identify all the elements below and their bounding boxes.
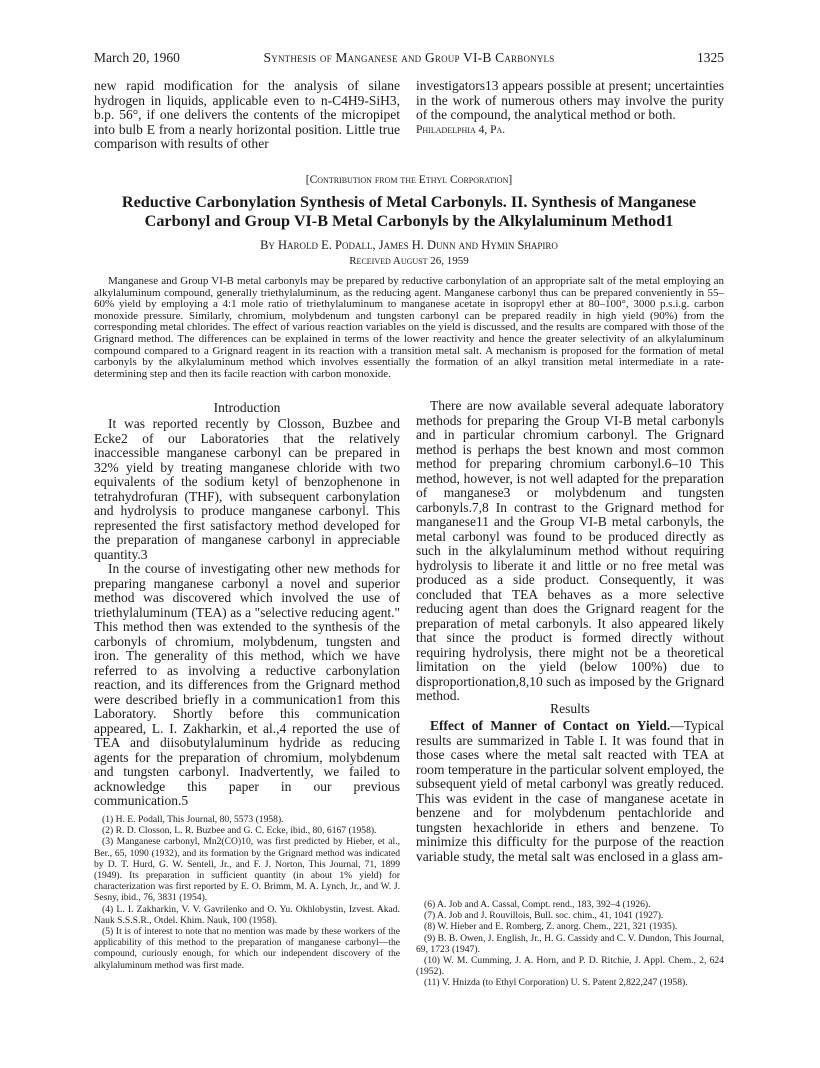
footnote: (7) A. Job and J. Rouvillois, Bull. soc. chim., 41, 1041 (1927). [424, 910, 664, 922]
footnote: (5) It is of interest to note that no mention was made by these workers of the applicability of this method to the preparation of manganese carbonyl—the compound, curiously enough, for which our independent discovery of the alkylaluminum method was first made. [94, 926, 400, 971]
prev-article-left-column: new rapid modification for the analysis of silane hydrogen in liquids, applicable even to n-C4H9-SiH3, b.p. 56°, if one delivers the contents of the micropipet into bulb E from a nearly horizontal position. Little true comparison with results of other [94, 78, 400, 151]
results-column [416, 719, 724, 864]
footnote: (8) W. Hieber and E. Romberg, Z. anorg. Chem., 221, 321 (1935). [424, 921, 678, 933]
prev-article-location: Philadelphia 4, Pa. [416, 123, 506, 136]
footnote: (6) A. Job and A. Cassal, Compt. rend., 183, 392–4 (1926). [424, 899, 651, 910]
article-title: Reductive Carbonylation Synthesis of Metal Carbonyls. II. Synthesis of Manganese Carbonyl and Group VI-B Metal Carbonyls by the Alkylaluminum Method1 [121, 193, 697, 230]
received-date: Received August 26, 1959 [349, 255, 469, 267]
article-authors: By Harold E. Podall, James H. Dunn and Hymin Shapiro [260, 238, 558, 252]
footnotes-right [416, 899, 724, 989]
footnote: (10) W. M. Cumming, J. A. Horn, and P. D. Ritchie, J. Appl. Chem., 2, 624 (1952). [416, 955, 724, 978]
results-subheading: Effect of Manner of Contact on Yield. [430, 718, 671, 733]
results-paragraph-1 [416, 719, 724, 864]
abstract: Manganese and Group VI-B metal carbonyls may be prepared by reductive carbonylation of an appropriate salt of the metal employing an alkylaluminum compound, generally triethylaluminum, as the reducing agent. Manganese carbonyl thus can be prepared conveniently in 55–60% yield by employing a 4:1 mole ratio of triethylaluminum to manganese acetate in isopropyl ether at 80–100°, 3000 p.s.i.g. carbon monoxide pressure. Similarly, chromium, molybdenum and tungsten carbonyl can be prepared readily in high yield (90%) from the corresponding metal chlorides. The effect of various reaction variables on the yield is discussed, and the results are compared with those of the Grignard method. The differences can be explained in terms of the lower reactivity and hence the greater selectivity of an alkylaluminum compound compared to a Grignard reagent in its reaction with a transition metal salt. A mechanism is proposed for the formation of metal carbonyls by the alkylaluminum method which involves essentially the formation of an alkyl transition metal intermediate in a rate-determining step and then its facile reaction with carbon monoxide. [94, 275, 724, 380]
footnotes-left [94, 814, 400, 971]
intro-paragraph-3: There are now available several adequate laboratory methods for preparing the Group VI-B metal carbonyls and in particular chromium carbonyl. The Grignard method is perhaps the best known and most common method for preparing chromium carbonyl.6–10 This method, however, is not well adapted for the preparation of manganese3 or molybdenum and tungsten carbonyls.7,8 In contrast to the Grignard method for manganese11 and the Group VI-B metal carbonyls, the metal carbonyl was found to be produced directly as such in the alkylaluminum method without requiring hydrolysis to liberate it and little or no free metal was produced as a side product. Consequently, it was concluded that TEA behaves as a more selective reducing agent than does the Grignard reagent for the preparation of metal carbonyls. It also appeared likely that since the product is formed directly without requiring hydrolysis, there might not be a theoretical limitation on the yield (below 100%) due to disproportionation,8,10 such as imposed by the Grignard method. [416, 398, 724, 703]
prev-article-right-text: investigators13 appears possible at present; uncertainties in the work of numerous others may involve the purity of the compound, the analytical method or both. [416, 78, 724, 122]
header-page-number: 1325 [697, 50, 724, 65]
intro-paragraph-1: It was reported recently by Closson, Buzbee and Ecke2 of our Laboratories that the relatively inaccessible manganese carbonyl can be prepared in 32% yield by treating manganese chloride with two equivalents of the sodium ketyl of benzophenone in tetrahydrofuran (THF), with subsequent carbonylation and hydrolysis to produce manganese carbonyl. This represented the first satisfactory method developed for the preparation of manganese carbonyl in appreciable quantity.3 [94, 416, 400, 562]
header-running-title: Synthesis of Manganese and Group VI-B Carbonyls [263, 50, 555, 65]
footnote: (11) V. Hnizda (to Ethyl Corporation) U. S. Patent 2,822,247 (1958). [424, 977, 688, 989]
footnote: (1) H. E. Podall, This Journal, 80, 5573 (1958). [102, 814, 284, 825]
prev-article-right-column [416, 79, 724, 137]
intro-paragraph-2: In the course of investigating other new methods for preparing manganese carbonyl a novel and superior method was discovered which involved the use of triethylaluminum (TEA) as a "selective reducing agent." This method then was extended to the synthesis of the carbonyls of chromium, molybdenum, tungsten and iron. The generality of this method, which we have referred to as involving a reductive carbonylation reaction, and its differences from the Grignard method were described briefly in a communication1 from this Laboratory. Shortly before this communication appeared, L. I. Zakharkin, et al.,4 reported the use of TEA and diisobutylaluminum hydride as reducing agents for the preparation of chromium, molybdenum and tungsten carbonyl. Inadvertently, we failed to acknowledge this paper in our previous communication.5 [94, 561, 400, 808]
results-heading: Results [550, 701, 590, 716]
contribution-line: [Contribution from the Ethyl Corporation] [305, 174, 513, 186]
footnote: (4) L. I. Zakharkin, V. V. Gavrilenko and O. Yu. Okhlobystin, Izvest. Akad. Nauk S.S.S.R., Otdel. Khim. Nauk, 100 (1958). [94, 903, 400, 926]
footnote: (9) B. B. Owen, J. English, Jr., H. G. Cassidy and C. V. Dundon, This Journal, 69, 1723 (1947). [416, 932, 724, 955]
footnote: (2) R. D. Closson, L. R. Buzbee and G. C. Ecke, ibid., 80, 6167 (1958). [102, 825, 377, 837]
introduction-left-column [94, 417, 400, 809]
introduction-right-column [416, 399, 724, 704]
results-text: —Typical results are summarized in Table I. It was found that in those cases where the metal salt reacted with TEA at room temperature in the particular solvent employed, the subsequent yield of metal carbonyl was greatly reduced. This was evident in the case of manganese acetate in benzene and for molybdenum pentachloride and tungsten hexachloride in ethers and benzene. To minimize this difficulty for the purpose of the reaction variable study, the metal salt was enclosed in a glass am- [416, 718, 724, 864]
footnote: (3) Manganese carbonyl, Mn2(CO)10, was first predicted by Hieber, et al., Ber., 65, 1090 (1932), and its formation by the Grignard method was indicated by D. T. Hurd, G. W. Sentell, Jr., and F. J. Norton, This Journal, 71, 1899 (1949). Its preparation in sufficient quantity (in about 1% yield) for characterization was first reported by E. O. Brimm, M. A. Lynch, Jr., and W. J. Sesny, ibid., 76, 3831 (1954). [94, 836, 400, 904]
introduction-heading: Introduction [213, 400, 281, 415]
running-header [94, 50, 724, 68]
header-date: March 20, 1960 [94, 50, 180, 65]
